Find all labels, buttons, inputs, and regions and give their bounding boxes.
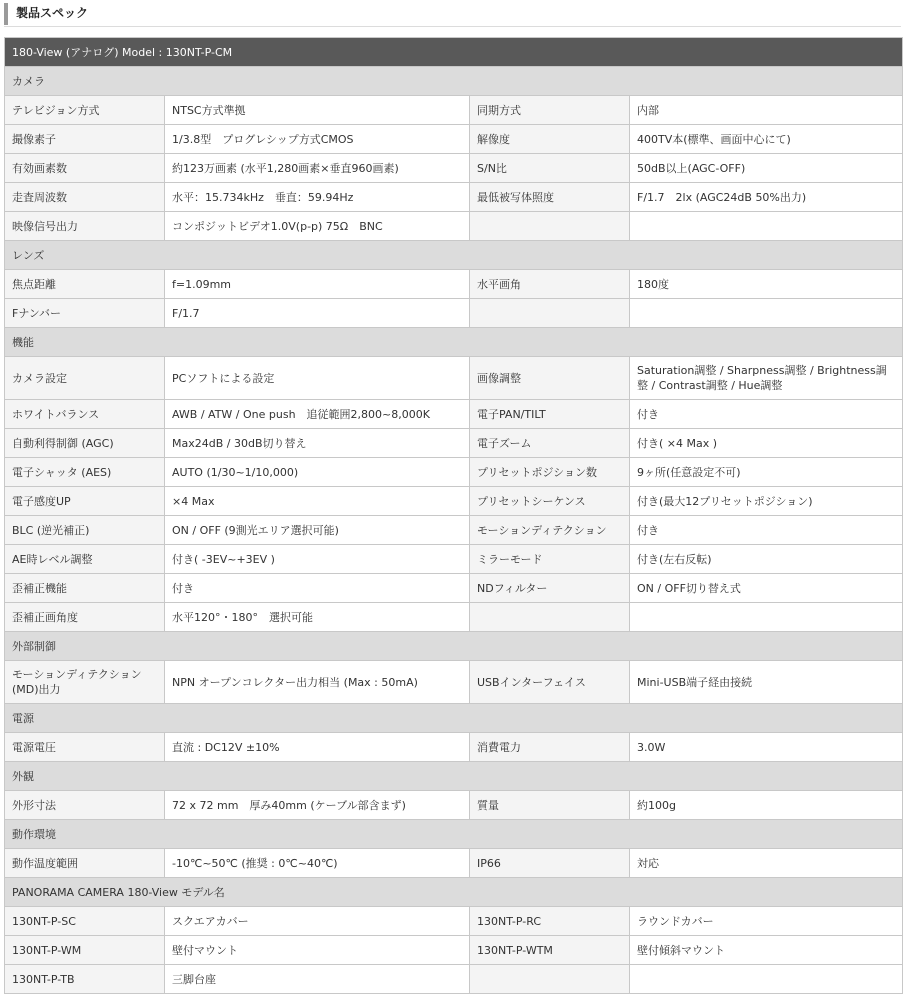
spec-value: ラウンドカバー [630, 907, 903, 936]
spec-row [5, 574, 903, 603]
spec-value: 水平120°・180° 選択可能 [165, 603, 470, 632]
spec-label: 自動利得制御 (AGC) [5, 429, 165, 458]
spec-label: 130NT-P-SC [5, 907, 165, 936]
spec-label [470, 299, 630, 328]
spec-row [5, 545, 903, 574]
category-title: PANORAMA CAMERA 180-View モデル名 [5, 878, 903, 907]
spec-table [4, 37, 903, 994]
spec-label: プリセットポジション数 [470, 458, 630, 487]
spec-label: 同期方式 [470, 96, 630, 125]
spec-label: 最低被写体照度 [470, 183, 630, 212]
spec-value [630, 299, 903, 328]
spec-row [5, 458, 903, 487]
spec-label [470, 212, 630, 241]
spec-value: NPN オープンコレクター出力相当 (Max : 50mA) [165, 661, 470, 704]
spec-row [5, 907, 903, 936]
category-row [5, 67, 903, 96]
category-title: 外観 [5, 762, 903, 791]
spec-row [5, 429, 903, 458]
spec-row [5, 487, 903, 516]
spec-value: 付き [630, 400, 903, 429]
spec-label [470, 603, 630, 632]
spec-row [5, 357, 903, 400]
spec-label: 消費電力 [470, 733, 630, 762]
spec-value: 壁付傾斜マウント [630, 936, 903, 965]
spec-row [5, 299, 903, 328]
spec-value: f=1.09mm [165, 270, 470, 299]
category-row [5, 762, 903, 791]
spec-label: 130NT-P-RC [470, 907, 630, 936]
spec-label: 電子感度UP [5, 487, 165, 516]
spec-value: 付き( ×4 Max ) [630, 429, 903, 458]
spec-value: F/1.7 [165, 299, 470, 328]
spec-value: F/1.7 2lx (AGC24dB 50%出力) [630, 183, 903, 212]
spec-value: 50dB以上(AGC-OFF) [630, 154, 903, 183]
category-row [5, 878, 903, 907]
category-title: 電源 [5, 704, 903, 733]
spec-label: 焦点距離 [5, 270, 165, 299]
spec-label: 質量 [470, 791, 630, 820]
spec-value: 付き [165, 574, 470, 603]
spec-value: 付き(左右反転) [630, 545, 903, 574]
spec-label: ミラーモード [470, 545, 630, 574]
category-row [5, 820, 903, 849]
spec-value: ON / OFF切り替え式 [630, 574, 903, 603]
spec-value: 9ヶ所(任意設定不可) [630, 458, 903, 487]
spec-label: 130NT-P-WM [5, 936, 165, 965]
spec-label: 水平画角 [470, 270, 630, 299]
page-section-title [4, 3, 899, 25]
spec-value: PCソフトによる設定 [165, 357, 470, 400]
spec-row [5, 849, 903, 878]
spec-value: 180度 [630, 270, 903, 299]
spec-value: 内部 [630, 96, 903, 125]
spec-row [5, 400, 903, 429]
category-title: カメラ [5, 67, 903, 96]
spec-value: スクエアカバー [165, 907, 470, 936]
spec-value: -10℃~50℃ (推奨 : 0℃~40℃) [165, 849, 470, 878]
spec-label: IP66 [470, 849, 630, 878]
spec-value: 付き [630, 516, 903, 545]
spec-label: ホワイトバランス [5, 400, 165, 429]
title-divider [4, 26, 901, 27]
spec-label: 有効画素数 [5, 154, 165, 183]
spec-label: 130NT-P-TB [5, 965, 165, 994]
spec-value: NTSC方式準拠 [165, 96, 470, 125]
spec-row [5, 96, 903, 125]
spec-value: 壁付マウント [165, 936, 470, 965]
category-row [5, 632, 903, 661]
spec-label: モーションディテクション [470, 516, 630, 545]
spec-row [5, 270, 903, 299]
category-row [5, 241, 903, 270]
spec-value: 約100g [630, 791, 903, 820]
spec-label: 130NT-P-WTM [470, 936, 630, 965]
spec-label: 画像調整 [470, 357, 630, 400]
spec-label: S/N比 [470, 154, 630, 183]
spec-value: Max24dB / 30dB切り替え [165, 429, 470, 458]
spec-value: ON / OFF (9測光エリア選択可能) [165, 516, 470, 545]
spec-value: 72 x 72 mm 厚み40mm (ケーブル部含まず) [165, 791, 470, 820]
spec-row [5, 936, 903, 965]
spec-value: 直流 : DC12V ±10% [165, 733, 470, 762]
spec-row [5, 212, 903, 241]
spec-value [630, 212, 903, 241]
spec-row [5, 125, 903, 154]
spec-label: 解像度 [470, 125, 630, 154]
spec-label: AE時レベル調整 [5, 545, 165, 574]
category-title: 動作環境 [5, 820, 903, 849]
heading-text: 製品スペック [16, 6, 89, 20]
spec-label: 走査周波数 [5, 183, 165, 212]
spec-label: NDフィルター [470, 574, 630, 603]
spec-value: 1/3.8型 プログレシップ方式CMOS [165, 125, 470, 154]
spec-label [470, 965, 630, 994]
model-header-row [5, 38, 903, 67]
spec-label: 歪補正機能 [5, 574, 165, 603]
spec-value: コンポジットビデオ1.0V(p-p) 75Ω BNC [165, 212, 470, 241]
spec-label: Fナンバー [5, 299, 165, 328]
spec-label: 撮像素子 [5, 125, 165, 154]
spec-value: AWB / ATW / One push 追従範囲2,800~8,000K [165, 400, 470, 429]
spec-label: BLC (逆光補正) [5, 516, 165, 545]
spec-value [630, 603, 903, 632]
spec-value: AUTO (1/30~1/10,000) [165, 458, 470, 487]
spec-value: 三脚台座 [165, 965, 470, 994]
spec-table-body [5, 38, 903, 994]
category-row [5, 704, 903, 733]
spec-label: プリセットシーケンス [470, 487, 630, 516]
spec-value: 400TV本(標準、画面中心にて) [630, 125, 903, 154]
category-title: レンズ [5, 241, 903, 270]
spec-value: 水平：15.734kHz 垂直：59.94Hz [165, 183, 470, 212]
spec-value: Mini-USB端子経由接続 [630, 661, 903, 704]
spec-row [5, 733, 903, 762]
spec-value: 付き( -3EV~+3EV ) [165, 545, 470, 574]
spec-value: Saturation調整 / Sharpness調整 / Brightness調整 / Contrast調整 / Hue調整 [630, 357, 903, 400]
spec-label: 歪補正画角度 [5, 603, 165, 632]
spec-label: 映像信号出力 [5, 212, 165, 241]
spec-label: 電子シャッタ (AES) [5, 458, 165, 487]
spec-label: カメラ設定 [5, 357, 165, 400]
spec-label: 動作温度範囲 [5, 849, 165, 878]
spec-row [5, 516, 903, 545]
category-row [5, 328, 903, 357]
spec-label: テレビジョン方式 [5, 96, 165, 125]
spec-row [5, 965, 903, 994]
spec-label: 外形寸法 [5, 791, 165, 820]
spec-row [5, 791, 903, 820]
spec-row [5, 183, 903, 212]
model-header-cell: 180-View (アナログ) Model : 130NT-P-CM [5, 38, 903, 67]
spec-row [5, 661, 903, 704]
spec-label: 電子PAN/TILT [470, 400, 630, 429]
spec-value [630, 965, 903, 994]
spec-row [5, 154, 903, 183]
spec-label: モーションディテクション (MD)出力 [5, 661, 165, 704]
spec-row [5, 603, 903, 632]
spec-value: 約123万画素 (水平1,280画素×垂直960画素) [165, 154, 470, 183]
category-title: 外部制御 [5, 632, 903, 661]
spec-label: 電子ズーム [470, 429, 630, 458]
spec-value: 付き(最大12プリセットポジション) [630, 487, 903, 516]
category-title: 機能 [5, 328, 903, 357]
spec-label: 電源電圧 [5, 733, 165, 762]
spec-value: 対応 [630, 849, 903, 878]
spec-value: 3.0W [630, 733, 903, 762]
spec-label: USBインターフェイス [470, 661, 630, 704]
spec-value: ×4 Max [165, 487, 470, 516]
